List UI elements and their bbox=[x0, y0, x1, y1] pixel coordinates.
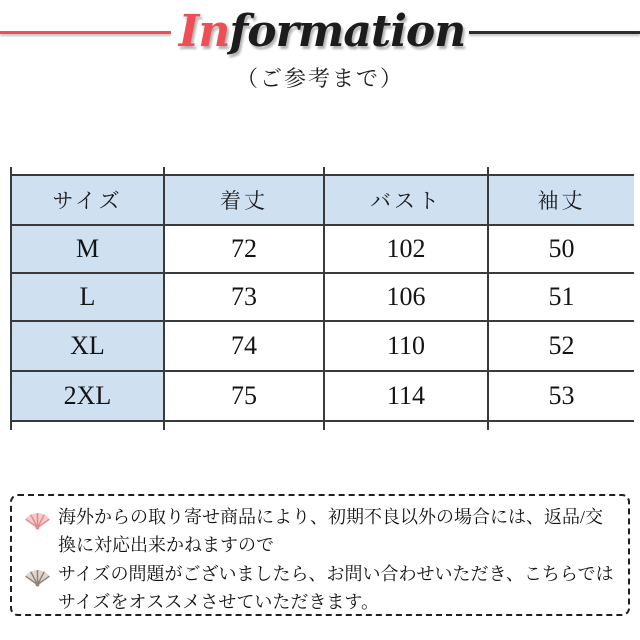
page-title-rest: formation bbox=[229, 6, 466, 57]
table-row bbox=[11, 371, 634, 421]
fan-pivot bbox=[36, 526, 40, 530]
table-row bbox=[11, 225, 634, 273]
notes-box bbox=[10, 494, 630, 616]
note-item bbox=[22, 560, 620, 616]
size-cell: XL bbox=[11, 321, 164, 371]
cropped-row-top bbox=[11, 167, 634, 175]
sleeve-cell: 52 bbox=[488, 321, 634, 371]
sleeve-cell: 51 bbox=[488, 273, 634, 321]
masthead bbox=[0, 6, 640, 58]
size-cell: L bbox=[11, 273, 164, 321]
page-title bbox=[179, 6, 465, 58]
size-cell: 2XL bbox=[11, 371, 164, 421]
table-row bbox=[11, 321, 634, 371]
column-header-sleeve: 袖丈 bbox=[488, 175, 634, 225]
column-header-length: 着丈 bbox=[164, 175, 324, 225]
note-text: サイズの問題がございましたら、お問い合わせいただき、こちらではサイズをオススメさせていただきます。 bbox=[58, 564, 614, 612]
fan-pivot bbox=[36, 583, 40, 587]
bust-cell: 106 bbox=[324, 273, 488, 321]
table-header-row bbox=[11, 175, 634, 225]
sleeve-cell: 50 bbox=[488, 225, 634, 273]
bust-cell: 114 bbox=[324, 371, 488, 421]
table-row bbox=[11, 273, 634, 321]
column-header-size: サイズ bbox=[11, 175, 164, 225]
right-rule bbox=[469, 31, 640, 34]
cropped-row-bottom bbox=[11, 421, 634, 430]
bust-cell: 102 bbox=[324, 225, 488, 273]
length-cell: 73 bbox=[164, 273, 324, 321]
folding-fan-icon bbox=[24, 561, 51, 588]
column-header-bust: バスト bbox=[324, 175, 488, 225]
size-table bbox=[10, 167, 634, 430]
left-rule bbox=[0, 31, 171, 34]
length-cell: 75 bbox=[164, 371, 324, 421]
note-text: 海外からの取り寄せ商品により、初期不良以外の場合には、返品/交換に対応出来かねますので bbox=[58, 507, 603, 555]
size-table-wrap bbox=[10, 167, 634, 430]
length-cell: 74 bbox=[164, 321, 324, 371]
length-cell: 72 bbox=[164, 225, 324, 273]
folding-fan-icon bbox=[24, 504, 51, 531]
sleeve-cell: 53 bbox=[488, 371, 634, 421]
subtitle: （ご参考まで） bbox=[235, 66, 404, 91]
note-item bbox=[22, 503, 620, 559]
bust-cell: 110 bbox=[324, 321, 488, 371]
size-cell: M bbox=[11, 225, 164, 273]
page-title-accent: In bbox=[178, 6, 230, 57]
